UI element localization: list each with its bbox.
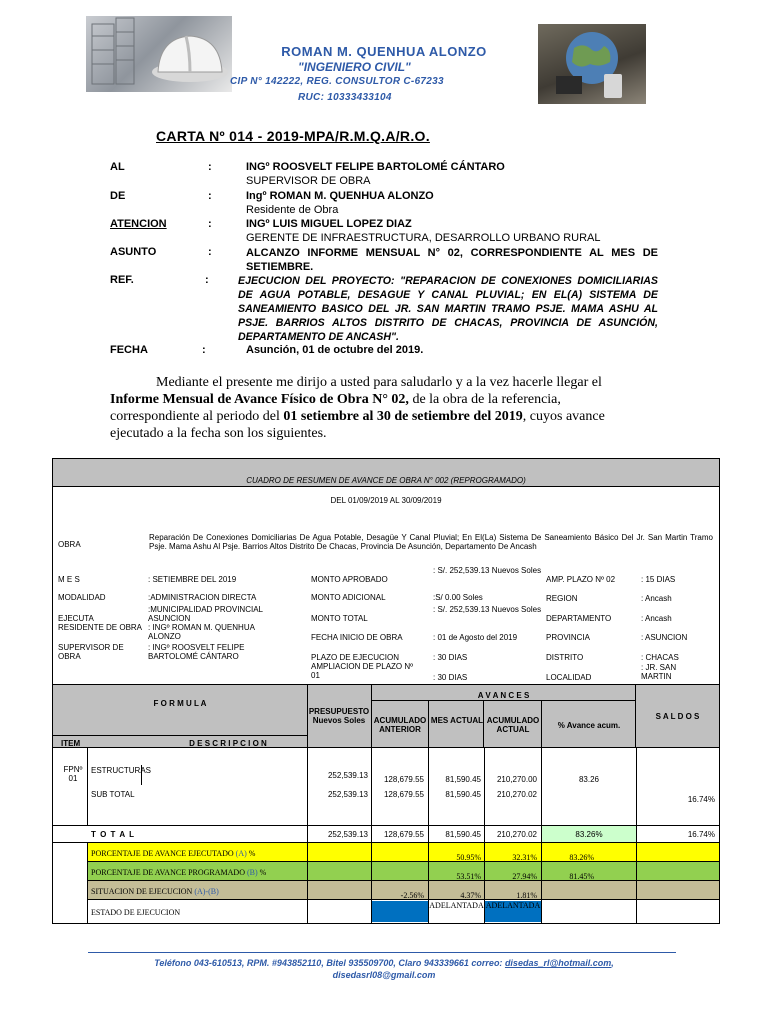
se-label: SITUACION DE EJECUCION (A)-(B)	[91, 887, 219, 896]
asunto-label: ASUNTO	[110, 246, 157, 258]
plazo-label: PLAZO DE EJECUCION	[311, 653, 400, 662]
th-presupuesto: PRESUPUESTO Nuevos Soles	[308, 707, 370, 725]
th-avances: A V A N C E S	[477, 691, 530, 700]
tot-saldo: 16.74%	[687, 830, 715, 839]
pe-mes: 32.31%	[512, 853, 537, 862]
amp-plazo-val: : 15 DIAS	[641, 575, 676, 584]
monto-total-val: : S/. 252,539.13 Nuevos Soles	[433, 605, 542, 614]
header-ruc: RUC: 10333433104	[298, 92, 392, 103]
fecha-inicio-label: FECHA INICIO DE OBRA	[311, 633, 403, 642]
r1-mes: 81,590.45	[445, 775, 481, 784]
st-mes: 81,590.45	[445, 790, 481, 799]
al-role: SUPERVISOR DE OBRA	[246, 175, 371, 187]
r1-presup: 252,539.13	[327, 771, 368, 780]
st-desc: SUB TOTAL	[91, 790, 135, 799]
header-name: ROMAN M. QUENHUA ALONZO	[281, 44, 487, 59]
asunto-text: ALCANZO INFORME MENSUAL N° 02, CORRESPONDIENTE AL MES DE SETIEMBRE.	[246, 247, 658, 273]
header-photo-right	[538, 24, 646, 104]
de-name: Ingº ROMAN M. QUENHUA ALONZO	[246, 190, 434, 202]
supervisor-val: : INGº ROOSVELT FELIPE BARTOLOMÉ CÁNTARO	[148, 643, 245, 661]
tot-pct: 83.26%	[575, 830, 603, 839]
supervisor-label: SUPERVISOR DE OBRA	[58, 643, 124, 661]
localidad-val: : JR. SAN MARTIN	[641, 663, 677, 681]
atencion-label: ATENCION	[110, 218, 167, 230]
pp-mes: 27.94%	[512, 872, 537, 881]
tot-mes: 81,590.45	[445, 830, 481, 839]
amp-plazo-label: AMP. PLAZO Nº 02	[546, 575, 616, 584]
tot-act: 210,270.02	[496, 830, 537, 839]
monto-aprobado-label: MONTO APROBADO	[311, 575, 388, 584]
pe-ant: 50.95%	[456, 853, 481, 862]
de-label: DE	[110, 190, 126, 202]
st-presup: 252,539.13	[327, 790, 368, 799]
table-title: CUADRO DE RESUMEN DE AVANCE DE OBRA N° 002 (REPROGRAMADO)	[246, 476, 526, 485]
pp-label: PORCENTAJE DE AVANCE PROGRAMADO (B) %	[91, 868, 267, 877]
ampliacion-label: AMPLIACION DE PLAZO Nº 01	[311, 662, 414, 680]
r1-desc: ESTRUCTURAS	[91, 766, 152, 775]
de-colon: :	[208, 190, 212, 202]
provincia-label: PROVINCIA	[546, 633, 591, 642]
al-colon: :	[208, 161, 212, 173]
th-formula: F O R M U L A	[153, 699, 207, 708]
para-line-3: correspondiente al periodo del 01 setiembre al 30 de setiembre del 2019, cuyos avance	[110, 409, 605, 424]
de-role: Residente de Obra	[246, 204, 339, 216]
se-mes: 4.37%	[460, 891, 481, 900]
th-acum-ant: ACUMULADO ANTERIOR	[373, 716, 427, 734]
region-val: : Ancash	[641, 594, 672, 603]
residente-val: : INGº ROMAN M. QUENHUA ALONZO	[148, 623, 255, 641]
ampliacion-val: : 30 DIAS	[433, 673, 468, 682]
localidad-label: LOCALIDAD	[546, 673, 592, 682]
r1-pct: 83.26	[578, 775, 600, 784]
st-saldo: 16.74%	[687, 795, 715, 804]
st-ant: 128,679.55	[383, 790, 424, 799]
ref-colon: :	[205, 274, 209, 286]
monto-total-label: MONTO TOTAL	[311, 614, 368, 623]
modalidad-label: MODALIDAD	[58, 593, 106, 602]
table-period: DEL 01/09/2019 AL 30/09/2019	[330, 496, 442, 505]
r1-act: 210,270.00	[496, 775, 537, 784]
pp-act: 81.45%	[569, 872, 594, 881]
plazo-val: : 30 DIAS	[433, 653, 468, 662]
letter-title: CARTA Nº 014 - 2019-MPA/R.M.Q.A/R.O.	[156, 128, 430, 144]
distrito-val: : CHACAS	[641, 653, 679, 662]
obra-label: OBRA	[58, 540, 81, 549]
total-label: T O T A L	[91, 830, 135, 839]
residente-label: RESIDENTE DE OBRA	[58, 623, 143, 632]
ee-act: ADELANTADA	[485, 901, 541, 910]
al-name: INGº ROOSVELT FELIPE BARTOLOMÉ CÁNTARO	[246, 161, 505, 173]
footer-email-2: disedasrl08@gmail.com	[332, 970, 436, 980]
ee-mes: ADELANTADA	[429, 901, 484, 910]
para-line-1: Mediante el presente me dirijo a usted para saludarlo y a la vez hacerle llegar el	[156, 375, 602, 390]
modalidad-val: :ADMINISTRACION DIRECTA	[148, 593, 257, 602]
fecha-text: Asunción, 01 de octubre del 2019.	[246, 344, 424, 356]
ejecuta-val: :MUNICIPALIDAD PROVINCIAL ASUNCION	[148, 605, 263, 623]
th-pct: % Avance acum.	[557, 721, 621, 730]
monto-aprobado-val: : S/. 252,539.13 Nuevos Soles	[433, 566, 542, 575]
st-act: 210,270.02	[496, 790, 537, 799]
th-descripcion: D E S C R I P C I O N	[189, 739, 267, 748]
atencion-name: INGº LUIS MIGUEL LOPEZ DIAZ	[246, 218, 412, 230]
atencion-colon: :	[208, 218, 212, 230]
header-profession: "INGENIERO CIVIL"	[298, 60, 411, 74]
mes-val: : SETIEMBRE DEL 2019	[148, 575, 237, 584]
pe-act: 83.26%	[569, 853, 594, 862]
mes-label: M E S	[58, 575, 80, 584]
header-cip: CIP N° 142222, REG. CONSULTOR C-67233	[230, 76, 444, 87]
th-item: ITEM	[61, 739, 81, 748]
atencion-role: GERENTE DE INFRAESTRUCTURA, DESARROLLO URBANO RURAL	[246, 232, 601, 244]
departamento-val: : Ancash	[641, 614, 672, 623]
se-ant: -2.56%	[400, 891, 424, 900]
monto-adicional-label: MONTO ADICIONAL	[311, 593, 386, 602]
footer-contact: Teléfono 043-610513, RPM. #943852110, Bitel 935509700, Claro 943339661 correo: disedas_rl@hotmail.com, disedasrl08@gmail.com	[154, 958, 614, 980]
pp-ant: 53.51%	[456, 872, 481, 881]
ee-label: ESTADO DE EJECUCION	[91, 908, 181, 917]
departamento-label: DEPARTAMENTO	[546, 614, 612, 623]
al-label: AL	[110, 161, 125, 173]
footer-email-1[interactable]: disedas_rl@hotmail.com	[504, 958, 612, 968]
para-line-4: ejecutado a la fecha son los siguientes.	[110, 426, 327, 441]
monto-adicional-val: :S/ 0.00 Soles	[433, 593, 483, 602]
fecha-label: FECHA	[110, 344, 148, 356]
ejecuta-label: EJECUTA	[58, 614, 94, 623]
th-acum-act: ACUMULADO ACTUAL	[486, 716, 540, 734]
intro-paragraph	[110, 374, 658, 442]
obra-text: Reparación De Conexiones Domiciliarias De Agua Potable, Desagüe Y Canal Pluvial; En El(La) Sistema De Saneamiento Básico Del Jr. San Martin Tramo Psje. Mama Ashu Al Psje. Barrios Altos Distrito De Chacas, Provincia De Asunción, Departamento De Ancash	[149, 533, 713, 551]
distrito-label: DISTRITO	[546, 653, 584, 662]
provincia-val: : ASUNCION	[641, 633, 688, 642]
th-saldos: S A L D O S	[655, 712, 700, 721]
ref-text: EJECUCION DEL PROYECTO: "REPARACION DE CONEXIONES DOMICILIARIAS DE AGUA POTABLE, DESAGUE Y CANAL PLUVIAL; EN EL(A) SISTEMA DE SANEAMIENTO BASICO DEL JR. SAN MARTIN TRAMO PSJE. MAMA ASHU AL PSJE. BARRIOS ALTOS DISTRITO DE CHACAS, PROVINCIA DE ASUNCIÓN, DEPARTAMENTO DE ANCASH".	[238, 275, 658, 343]
region-label: REGION	[546, 594, 578, 603]
footer-divider	[88, 952, 676, 953]
tot-ant: 128,679.55	[383, 830, 424, 839]
r1-item: FPNº 01	[63, 765, 83, 783]
asunto-colon: :	[208, 246, 212, 258]
ref-label: REF.	[110, 274, 134, 286]
para-line-2: Informe Mensual de Avance Físico de Obra N° 02, de la obra de la referencia,	[110, 392, 561, 407]
pe-label: PORCENTAJE DE AVANCE EJECUTADO (A) %	[91, 849, 256, 858]
th-mes-actual: MES ACTUAL	[430, 716, 484, 725]
globe-icon	[538, 24, 646, 104]
summary-table	[52, 458, 720, 924]
se-act: 1.81%	[516, 891, 537, 900]
r1-ant: 128,679.55	[383, 775, 424, 784]
fecha-inicio-val: : 01 de Agosto del 2019	[433, 633, 518, 642]
fecha-colon: :	[202, 344, 206, 356]
tot-presup: 252,539.13	[327, 830, 368, 839]
